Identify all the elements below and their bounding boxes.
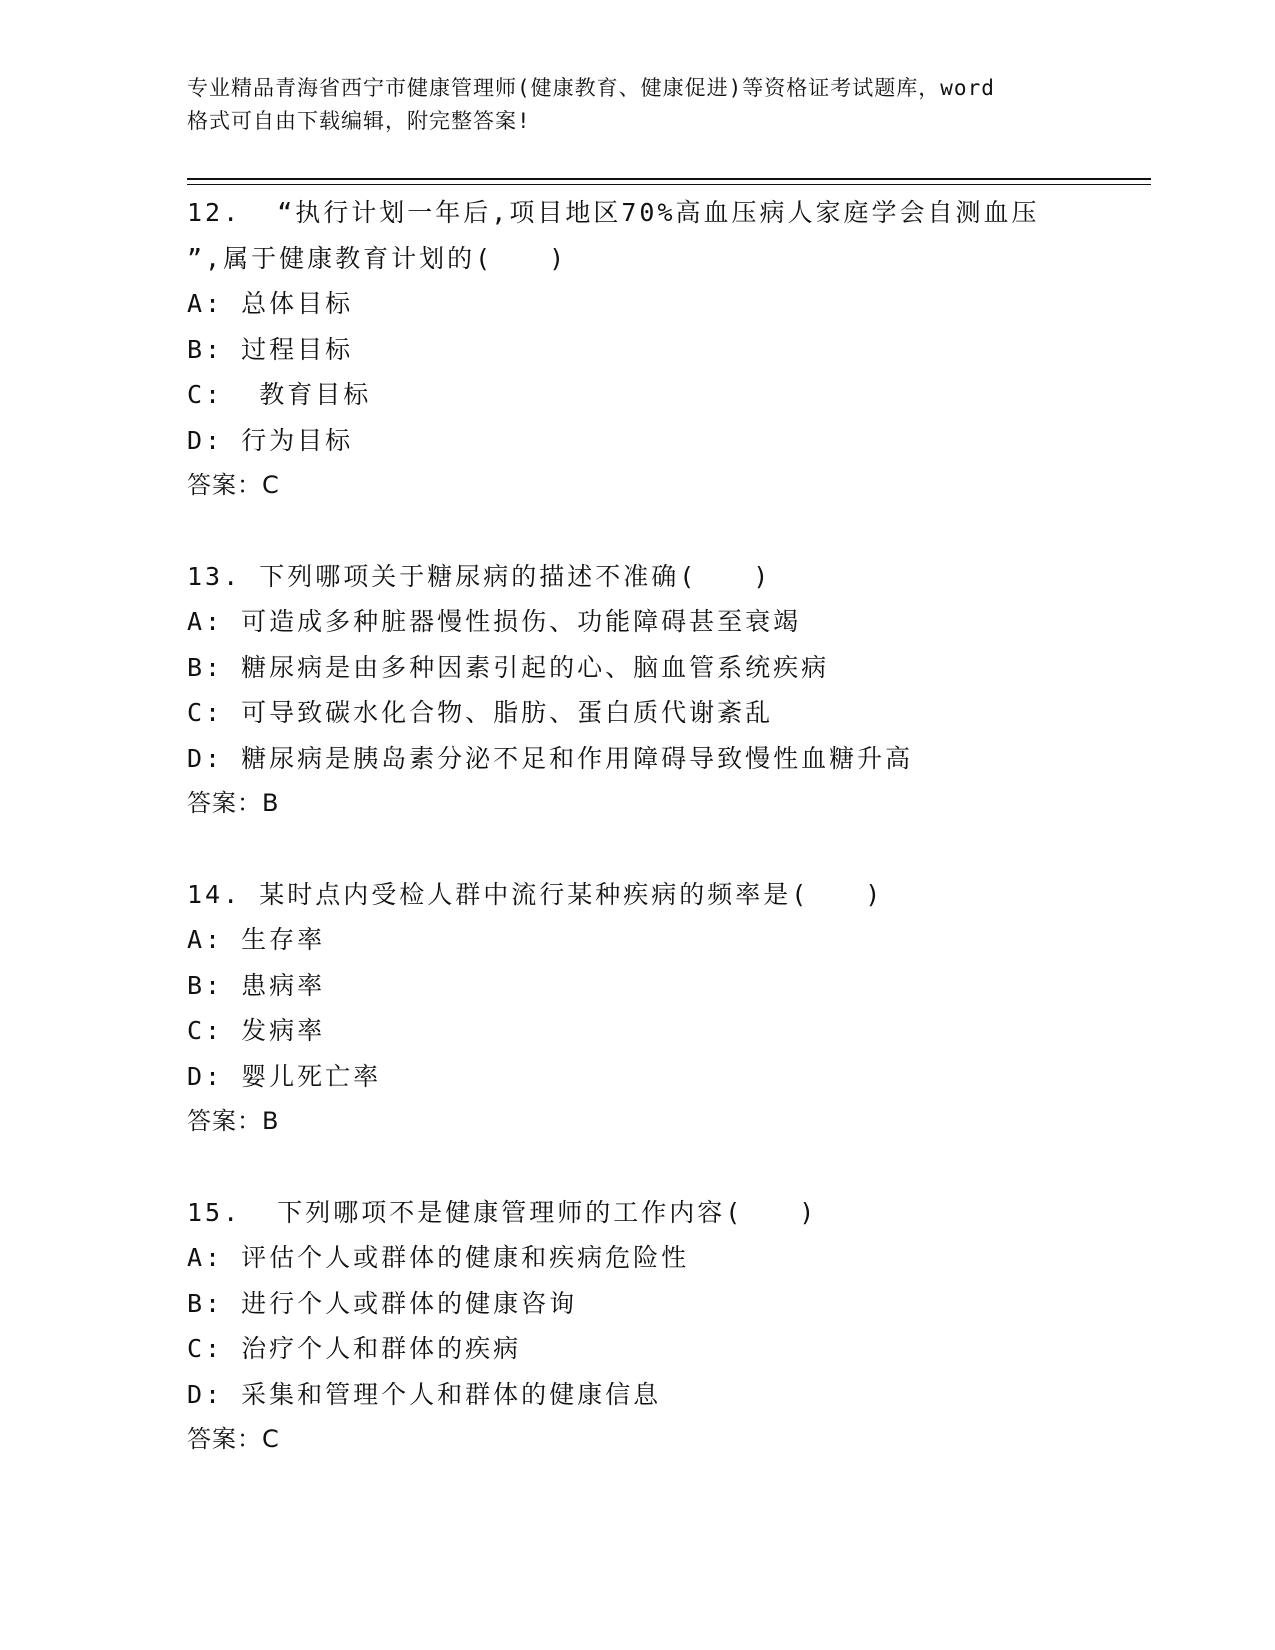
option-d: D: 采集和管理个人和群体的健康信息 xyxy=(187,1379,662,1409)
question-stem: 12. “执行计划一年后,项目地区70%高血压病人家庭学会自测血压 xyxy=(187,198,1040,227)
option-a: A: 生存率 xyxy=(187,925,326,954)
option-d: D: 行为目标 xyxy=(187,425,354,455)
document-header xyxy=(187,72,1087,138)
header-line-1: 专业精品青海省西宁市健康管理师(健康教育、健康促进)等资格证考试题库，word xyxy=(187,76,995,100)
header-divider-thick xyxy=(187,178,1151,180)
option-b: B: 糖尿病是由多种因素引起的心、脑血管系统疾病 xyxy=(187,652,830,682)
question-stem: 13. 下列哪项关于糖尿病的描述不准确( ) xyxy=(187,561,772,591)
header-line-2: 格式可自由下载编辑，附完整答案! xyxy=(187,109,531,133)
option-d: D: 婴儿死亡率 xyxy=(187,1061,382,1091)
option-b: B: 过程目标 xyxy=(187,334,354,364)
question-stem: 14. 某时点内受检人群中流行某种疾病的频率是( ) xyxy=(187,879,884,909)
question-15 xyxy=(187,1190,1127,1463)
option-c: C: 教育目标 xyxy=(187,380,372,409)
question-12 xyxy=(187,190,1127,509)
question-stem-continued: ”,属于健康教育计划的( ) xyxy=(187,243,568,273)
question-13 xyxy=(187,554,1127,827)
question-list xyxy=(187,190,1127,1463)
answer-line: 答案：C xyxy=(187,1425,280,1453)
header-divider-thin xyxy=(187,184,1151,185)
option-a: A: 总体目标 xyxy=(187,289,354,318)
question-stem: 15. 下列哪项不是健康管理师的工作内容( ) xyxy=(187,1197,818,1227)
answer-line: 答案：B xyxy=(187,789,280,817)
option-c: C: 治疗个人和群体的疾病 xyxy=(187,1334,522,1363)
option-a: A: 可造成多种脏器慢性损伤、功能障碍甚至衰竭 xyxy=(187,607,802,636)
answer-line: 答案：B xyxy=(187,1107,280,1135)
option-c: C: 可导致碳水化合物、脂肪、蛋白质代谢紊乱 xyxy=(187,698,774,727)
option-b: B: 进行个人或群体的健康咨询 xyxy=(187,1288,578,1318)
option-b: B: 患病率 xyxy=(187,970,326,1000)
option-d: D: 糖尿病是胰岛素分泌不足和作用障碍导致慢性血糖升高 xyxy=(187,743,914,773)
question-14 xyxy=(187,872,1127,1145)
option-c: C: 发病率 xyxy=(187,1016,326,1045)
option-a: A: 评估个人或群体的健康和疾病危险性 xyxy=(187,1243,690,1272)
answer-line: 答案：C xyxy=(187,471,280,499)
